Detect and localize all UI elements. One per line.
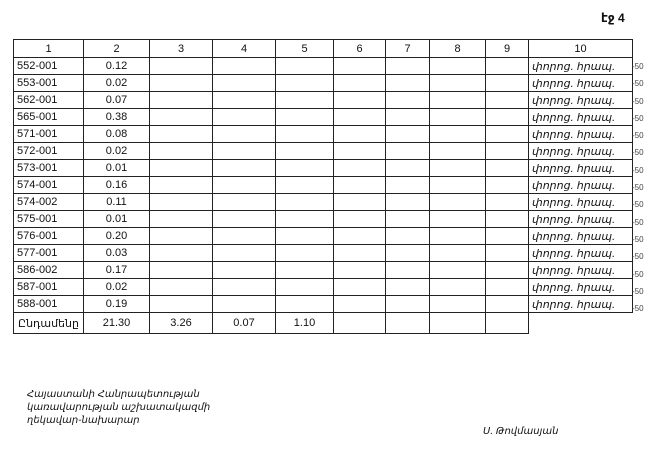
- cell-empty: [386, 109, 430, 126]
- cell-value: 0.02: [84, 279, 150, 296]
- table-row: [14, 228, 633, 245]
- cell-empty: [486, 296, 529, 313]
- cell-value: 0.17: [84, 262, 150, 279]
- cell-empty: [276, 109, 334, 126]
- cell-empty: [386, 160, 430, 177]
- cell-empty: [486, 194, 529, 211]
- cell-empty: [276, 211, 334, 228]
- cell-empty: [150, 211, 213, 228]
- cell-empty: [150, 262, 213, 279]
- totals-col3: 3.26: [150, 313, 213, 334]
- cell-empty: [430, 92, 486, 109]
- cell-status: փորոց. հրապ.: [529, 109, 633, 126]
- margin-mark: -50: [632, 79, 644, 89]
- cell-status: փորոց. հրապ.: [529, 160, 633, 177]
- totals-col4: 0.07: [213, 313, 276, 334]
- cell-empty: [213, 58, 276, 75]
- column-header: 4: [213, 40, 276, 58]
- margin-mark: -50: [632, 148, 644, 158]
- cell-empty: [334, 143, 386, 160]
- cell-empty: [213, 177, 276, 194]
- cell-code: 574-001: [14, 177, 84, 194]
- cell-code: 586-002: [14, 262, 84, 279]
- column-header: 7: [386, 40, 430, 58]
- margin-mark: -50: [632, 252, 644, 262]
- cell-value: 0.11: [84, 194, 150, 211]
- cell-empty: [430, 143, 486, 160]
- cell-empty: [486, 245, 529, 262]
- cell-empty: [430, 228, 486, 245]
- cell-empty: [276, 245, 334, 262]
- cell-value: 0.38: [84, 109, 150, 126]
- cell-empty: [276, 75, 334, 92]
- column-header: 6: [334, 40, 386, 58]
- cell-empty: [213, 194, 276, 211]
- cell-empty: [150, 109, 213, 126]
- column-header: 2: [84, 40, 150, 58]
- cell-empty: [486, 92, 529, 109]
- totals-col2: 21.30: [84, 313, 150, 334]
- table-row: [14, 75, 633, 92]
- cell-empty: [334, 126, 386, 143]
- cell-empty: [486, 109, 529, 126]
- cell-empty: [276, 143, 334, 160]
- cell-empty: [213, 279, 276, 296]
- cell-empty: [334, 279, 386, 296]
- cell-status: փորոց. հրապ.: [529, 194, 633, 211]
- cell-empty: [486, 211, 529, 228]
- cell-code: 573-001: [14, 160, 84, 177]
- totals-empty-cell: [430, 313, 486, 334]
- cell-status: փորոց. հրապ.: [529, 296, 633, 313]
- cell-empty: [150, 228, 213, 245]
- totals-col5: 1.10: [276, 313, 334, 334]
- cell-status: փորոց. հրապ.: [529, 58, 633, 75]
- table-row: [14, 194, 633, 211]
- margin-mark: -50: [632, 217, 644, 227]
- table-row: [14, 58, 633, 75]
- cell-empty: [276, 126, 334, 143]
- margin-mark: -50: [632, 269, 644, 279]
- cell-empty: [486, 228, 529, 245]
- cell-empty: [276, 296, 334, 313]
- cell-empty: [276, 228, 334, 245]
- cell-empty: [334, 194, 386, 211]
- cell-empty: [334, 228, 386, 245]
- cell-value: 0.01: [84, 160, 150, 177]
- margin-mark: -50: [632, 131, 644, 141]
- cell-empty: [486, 262, 529, 279]
- cell-empty: [213, 143, 276, 160]
- cell-empty: [386, 296, 430, 313]
- cell-empty: [334, 92, 386, 109]
- cell-empty: [150, 245, 213, 262]
- table-row: [14, 296, 633, 313]
- cell-status: փորոց. հրապ.: [529, 143, 633, 160]
- cell-code: 572-001: [14, 143, 84, 160]
- cell-empty: [213, 92, 276, 109]
- cell-empty: [213, 211, 276, 228]
- cell-status: փորոց. հրապ.: [529, 262, 633, 279]
- cell-empty: [276, 194, 334, 211]
- cell-empty: [430, 126, 486, 143]
- margin-mark: -50: [632, 286, 644, 296]
- cell-empty: [386, 279, 430, 296]
- cell-code: 571-001: [14, 126, 84, 143]
- table-row: [14, 279, 633, 296]
- cell-empty: [213, 296, 276, 313]
- cell-empty: [213, 245, 276, 262]
- column-header: 8: [430, 40, 486, 58]
- cell-empty: [276, 58, 334, 75]
- cell-empty: [213, 262, 276, 279]
- table-row: [14, 109, 633, 126]
- cell-empty: [213, 109, 276, 126]
- column-header: 9: [486, 40, 529, 58]
- cell-empty: [213, 75, 276, 92]
- totals-empty-cell: [334, 313, 386, 334]
- header-row: [14, 40, 633, 58]
- cell-code: 577-001: [14, 245, 84, 262]
- cell-empty: [334, 262, 386, 279]
- margin-mark: -50: [632, 183, 644, 193]
- cell-empty: [430, 211, 486, 228]
- cell-empty: [430, 75, 486, 92]
- cell-empty: [334, 211, 386, 228]
- cell-empty: [213, 160, 276, 177]
- cell-status: փորոց. հրապ.: [529, 211, 633, 228]
- table-row: [14, 143, 633, 160]
- cell-empty: [276, 92, 334, 109]
- cell-empty: [276, 177, 334, 194]
- margin-mark: -50: [632, 304, 644, 314]
- cell-empty: [430, 296, 486, 313]
- cell-code: 574-002: [14, 194, 84, 211]
- cell-code: 552-001: [14, 58, 84, 75]
- cell-empty: [213, 126, 276, 143]
- cell-empty: [386, 92, 430, 109]
- cell-code: 576-001: [14, 228, 84, 245]
- cell-empty: [150, 143, 213, 160]
- cell-empty: [486, 177, 529, 194]
- column-header: 5: [276, 40, 334, 58]
- cell-empty: [150, 279, 213, 296]
- cell-code: 553-001: [14, 75, 84, 92]
- cell-status: փորոց. հրապ.: [529, 75, 633, 92]
- margin-marks: [632, 58, 644, 317]
- cell-value: 0.08: [84, 126, 150, 143]
- cell-empty: [150, 177, 213, 194]
- cell-empty: [150, 160, 213, 177]
- cell-empty: [150, 92, 213, 109]
- column-header: 3: [150, 40, 213, 58]
- cell-empty: [150, 296, 213, 313]
- cell-empty: [386, 245, 430, 262]
- table-row: [14, 177, 633, 194]
- cell-code: 587-001: [14, 279, 84, 296]
- margin-mark: -50: [632, 234, 644, 244]
- cell-empty: [430, 194, 486, 211]
- cell-value: 0.02: [84, 75, 150, 92]
- cell-empty: [430, 279, 486, 296]
- table-row: [14, 92, 633, 109]
- cell-status: փորոց. հրապ.: [529, 126, 633, 143]
- margin-mark: -50: [632, 96, 644, 106]
- cell-empty: [276, 262, 334, 279]
- margin-mark: -50: [632, 62, 644, 71]
- column-header: 1: [14, 40, 84, 58]
- cell-code: 588-001: [14, 296, 84, 313]
- data-table: [13, 39, 633, 334]
- totals-empty-cell: [486, 313, 529, 334]
- cell-empty: [486, 58, 529, 75]
- margin-mark: -50: [632, 200, 644, 210]
- cell-empty: [430, 58, 486, 75]
- table-row: [14, 126, 633, 143]
- cell-empty: [430, 160, 486, 177]
- cell-value: 0.19: [84, 296, 150, 313]
- cell-empty: [486, 143, 529, 160]
- signatory-title: [27, 388, 210, 427]
- cell-empty: [386, 262, 430, 279]
- cell-empty: [430, 109, 486, 126]
- cell-value: 0.01: [84, 211, 150, 228]
- margin-mark: -50: [632, 113, 644, 123]
- cell-empty: [213, 228, 276, 245]
- cell-empty: [430, 177, 486, 194]
- cell-empty: [386, 211, 430, 228]
- cell-code: 562-001: [14, 92, 84, 109]
- table-row: [14, 245, 633, 262]
- cell-empty: [486, 75, 529, 92]
- cell-value: 0.02: [84, 143, 150, 160]
- cell-code: 565-001: [14, 109, 84, 126]
- page-number: էջ 4: [601, 11, 625, 25]
- table-row: [14, 211, 633, 228]
- signatory-line-3: ղեկավար-նախարար: [27, 415, 140, 426]
- cell-empty: [334, 296, 386, 313]
- cell-status: փորոց. հրապ.: [529, 177, 633, 194]
- cell-empty: [386, 177, 430, 194]
- cell-empty: [334, 245, 386, 262]
- cell-status: փորոց. հրապ.: [529, 92, 633, 109]
- cell-empty: [486, 279, 529, 296]
- cell-status: փորոց. հրապ.: [529, 245, 633, 262]
- cell-value: 0.16: [84, 177, 150, 194]
- totals-row: [14, 313, 633, 334]
- cell-empty: [334, 75, 386, 92]
- signatory-line-2: կառավարության աշխատակազմի: [27, 402, 211, 413]
- cell-empty: [486, 160, 529, 177]
- signatory-line-1: Հայաստանի Հանրապետության: [27, 389, 200, 400]
- cell-empty: [430, 262, 486, 279]
- cell-status: փորոց. հրապ.: [529, 279, 633, 296]
- cell-empty: [386, 126, 430, 143]
- cell-empty: [150, 126, 213, 143]
- cell-empty: [334, 109, 386, 126]
- totals-label: Ընդամենը: [14, 313, 84, 334]
- totals-empty-cell: [529, 313, 633, 334]
- cell-empty: [430, 245, 486, 262]
- margin-mark: -50: [632, 165, 644, 175]
- table-row: [14, 160, 633, 177]
- cell-empty: [334, 58, 386, 75]
- cell-value: 0.12: [84, 58, 150, 75]
- cell-empty: [386, 143, 430, 160]
- cell-empty: [276, 279, 334, 296]
- cell-empty: [150, 58, 213, 75]
- table-body: [14, 58, 633, 313]
- cell-empty: [386, 75, 430, 92]
- cell-empty: [334, 160, 386, 177]
- cell-empty: [386, 194, 430, 211]
- cell-empty: [276, 160, 334, 177]
- cell-status: փորոց. հրապ.: [529, 228, 633, 245]
- cell-empty: [486, 126, 529, 143]
- cell-value: 0.03: [84, 245, 150, 262]
- table-row: [14, 262, 633, 279]
- cell-code: 575-001: [14, 211, 84, 228]
- cell-value: 0.07: [84, 92, 150, 109]
- cell-empty: [386, 58, 430, 75]
- cell-empty: [334, 177, 386, 194]
- cell-empty: [150, 75, 213, 92]
- column-header: 10: [529, 40, 633, 58]
- totals-empty-cell: [386, 313, 430, 334]
- signature-name: Ս. Թովմասյան: [483, 426, 559, 437]
- cell-empty: [386, 228, 430, 245]
- cell-empty: [150, 194, 213, 211]
- cell-value: 0.20: [84, 228, 150, 245]
